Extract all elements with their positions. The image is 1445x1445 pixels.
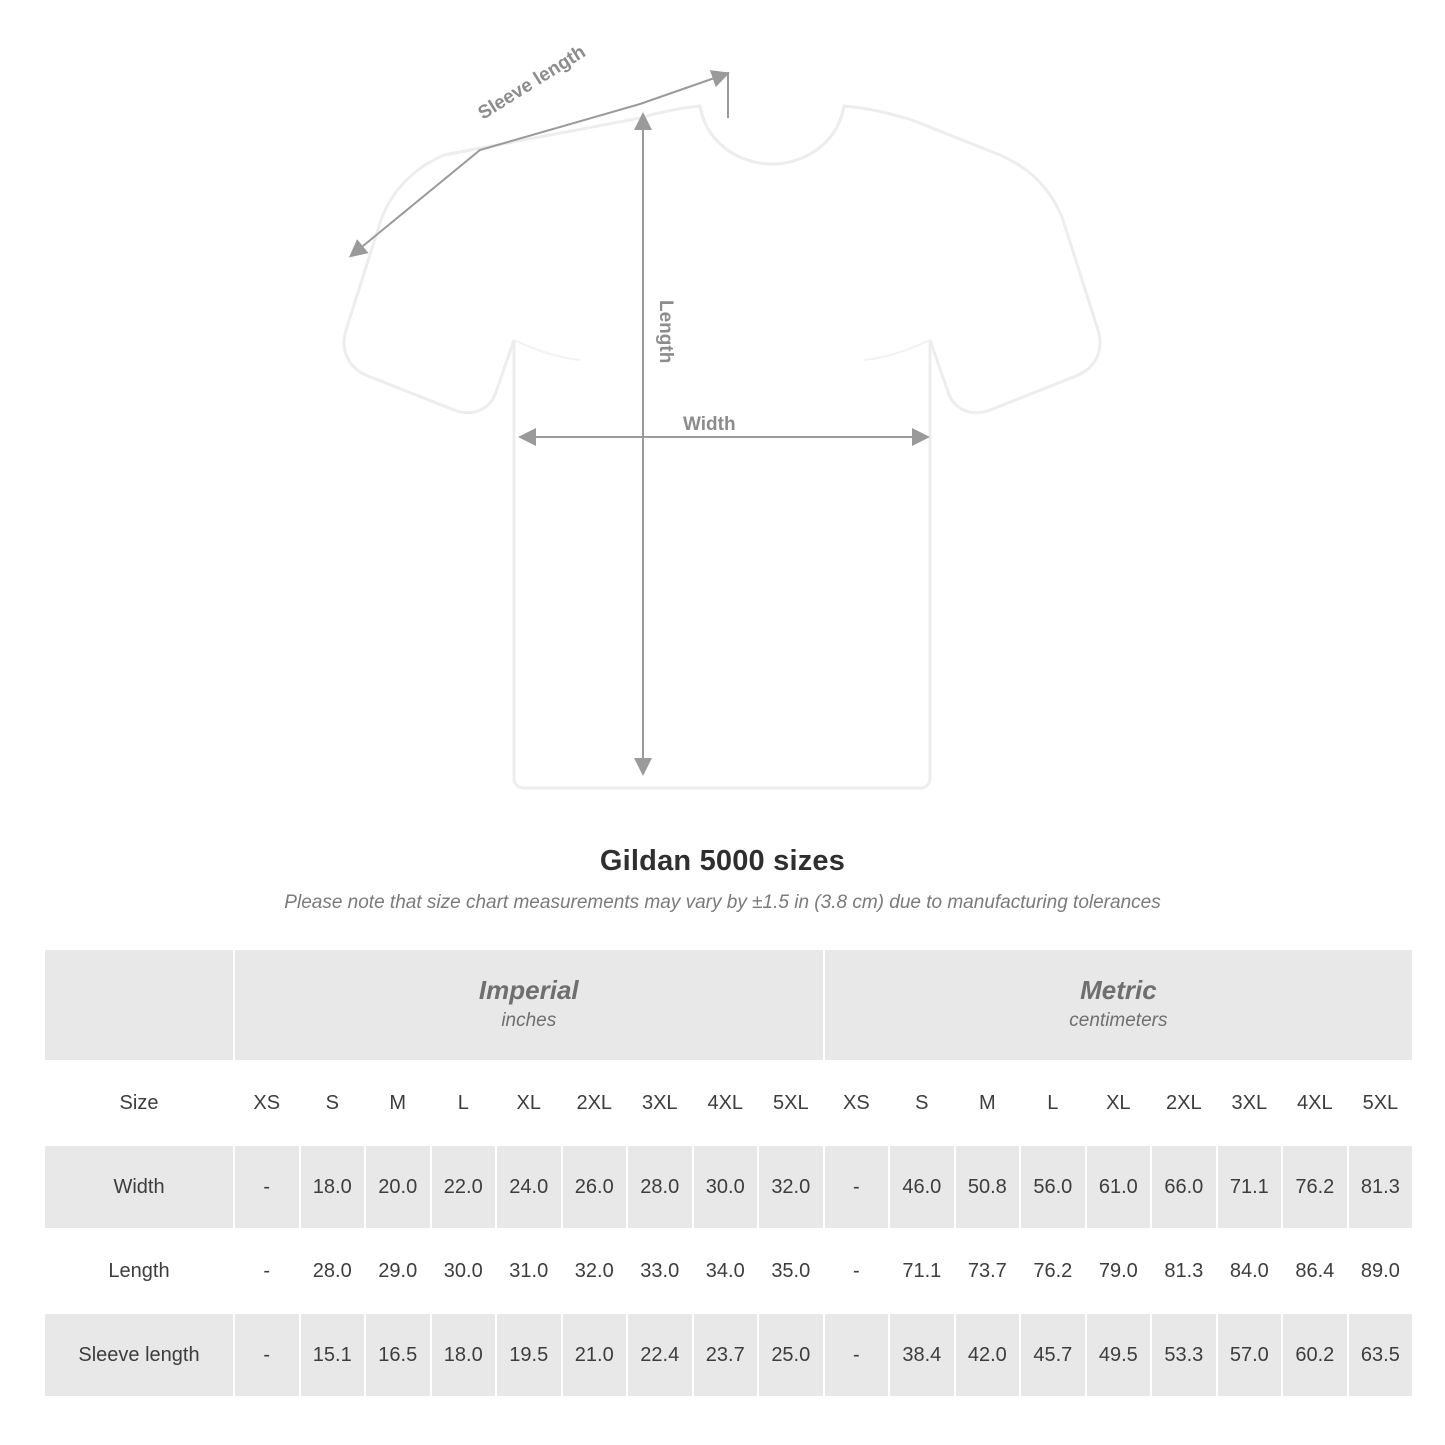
cell-length-metric-xs: - [824,1229,890,1313]
cell-width-imperial-3xl: 28.0 [627,1145,693,1229]
cell-sleeve-metric-4xl: 60.2 [1282,1313,1348,1397]
cell-width-metric-l: 56.0 [1020,1145,1086,1229]
cell-width-metric-xl: 61.0 [1086,1145,1152,1229]
size-table [43,948,1414,1398]
cell-width-imperial-4xl: 30.0 [693,1145,759,1229]
cell-length-imperial-m: 29.0 [365,1229,431,1313]
cell-length-metric-s: 71.1 [889,1229,955,1313]
cell-width-imperial-2xl: 26.0 [562,1145,628,1229]
cell-length-imperial-5xl: 35.0 [758,1229,824,1313]
col-head-imperial-4xl: 4XL [693,1061,759,1145]
cell-length-imperial-s: 28.0 [300,1229,366,1313]
unit-name-imperial: Imperial [478,974,579,1005]
cell-length-metric-3xl: 84.0 [1217,1229,1283,1313]
cell-width-metric-s: 46.0 [889,1145,955,1229]
cell-length-imperial-4xl: 34.0 [693,1229,759,1313]
col-head-imperial-m: M [365,1061,431,1145]
cell-width-imperial-xs: - [234,1145,300,1229]
col-head-imperial-xs: XS [234,1061,300,1145]
cell-width-imperial-l: 22.0 [431,1145,497,1229]
cell-sleeve-metric-5xl: 63.5 [1348,1313,1414,1397]
row-label-width: Width [44,1145,234,1229]
cell-length-metric-xl: 79.0 [1086,1229,1152,1313]
col-head-imperial-5xl: 5XL [758,1061,824,1145]
cell-sleeve-metric-2xl: 53.3 [1151,1313,1217,1397]
unit-sub-imperial: inches [501,1010,557,1032]
row-label-length: Length [44,1229,234,1313]
size-table-wrapper [43,948,1403,1398]
unit-name-metric: Metric [1080,974,1157,1005]
cell-length-metric-l: 76.2 [1020,1229,1086,1313]
unit-header-imperial [234,949,824,1061]
cell-width-imperial-5xl: 32.0 [758,1145,824,1229]
cell-sleeve-imperial-s: 15.1 [300,1313,366,1397]
length-label: Length [655,300,676,364]
tshirt-shape [344,106,1100,788]
col-head-imperial-l: L [431,1061,497,1145]
cell-sleeve-metric-xs: - [824,1313,890,1397]
cell-width-metric-4xl: 76.2 [1282,1145,1348,1229]
title-block [0,845,1445,914]
col-head-imperial-s: S [300,1061,366,1145]
cell-length-imperial-2xl: 32.0 [562,1229,628,1313]
cell-width-metric-2xl: 66.0 [1151,1145,1217,1229]
cell-width-imperial-s: 18.0 [300,1145,366,1229]
cell-sleeve-imperial-3xl: 22.4 [627,1313,693,1397]
col-head-imperial-xl: XL [496,1061,562,1145]
col-head-metric-5xl: 5XL [1348,1061,1414,1145]
col-head-metric-xs: XS [824,1061,890,1145]
cell-sleeve-imperial-l: 18.0 [431,1313,497,1397]
table-row [44,1229,1413,1313]
cell-length-imperial-xl: 31.0 [496,1229,562,1313]
cell-width-metric-xs: - [824,1145,890,1229]
cell-sleeve-imperial-xs: - [234,1313,300,1397]
cell-width-imperial-xl: 24.0 [496,1145,562,1229]
table-row [44,1313,1413,1397]
sleeve-length-label: Sleeve length [474,41,590,125]
page-title: Gildan 5000 sizes [599,845,846,877]
col-head-metric-3xl: 3XL [1217,1061,1283,1145]
cell-length-metric-m: 73.7 [955,1229,1021,1313]
measurement-note: Please note that size chart measurements may vary by ±1.5 in (3.8 cm) due to manufacturing tolerances [284,892,1161,913]
cell-length-imperial-xs: - [234,1229,300,1313]
cell-sleeve-imperial-xl: 19.5 [496,1313,562,1397]
cell-sleeve-metric-s: 38.4 [889,1313,955,1397]
cell-sleeve-metric-xl: 49.5 [1086,1313,1152,1397]
unit-sub-metric: centimeters [1069,1010,1168,1032]
cell-width-metric-3xl: 71.1 [1217,1145,1283,1229]
col-head-metric-m: M [955,1061,1021,1145]
size-header-row [44,1061,1413,1145]
cell-length-metric-4xl: 86.4 [1282,1229,1348,1313]
col-head-metric-xl: XL [1086,1061,1152,1145]
cell-length-imperial-3xl: 33.0 [627,1229,693,1313]
cell-sleeve-metric-m: 42.0 [955,1313,1021,1397]
cell-sleeve-metric-l: 45.7 [1020,1313,1086,1397]
col-head-metric-2xl: 2XL [1151,1061,1217,1145]
unit-header-spacer [44,949,234,1061]
table-row [44,1145,1413,1229]
col-head-imperial-2xl: 2XL [562,1061,628,1145]
cell-length-metric-5xl: 89.0 [1348,1229,1414,1313]
cell-width-imperial-m: 20.0 [365,1145,431,1229]
cell-length-metric-2xl: 81.3 [1151,1229,1217,1313]
cell-sleeve-imperial-4xl: 23.7 [693,1313,759,1397]
row-label-sleeve-length: Sleeve length [44,1313,234,1397]
col-head-metric-s: S [889,1061,955,1145]
width-label: Width [683,414,736,435]
size-label-cell: Size [44,1061,234,1145]
cell-sleeve-imperial-5xl: 25.0 [758,1313,824,1397]
cell-sleeve-metric-3xl: 57.0 [1217,1313,1283,1397]
unit-header-row [44,949,1413,1061]
col-head-metric-4xl: 4XL [1282,1061,1348,1145]
cell-width-metric-5xl: 81.3 [1348,1145,1414,1229]
col-head-metric-l: L [1020,1061,1086,1145]
col-head-imperial-3xl: 3XL [627,1061,693,1145]
cell-sleeve-imperial-m: 16.5 [365,1313,431,1397]
cell-width-metric-m: 50.8 [955,1145,1021,1229]
cell-sleeve-imperial-2xl: 21.0 [562,1313,628,1397]
cell-length-imperial-l: 30.0 [431,1229,497,1313]
unit-header-metric [824,949,1414,1061]
